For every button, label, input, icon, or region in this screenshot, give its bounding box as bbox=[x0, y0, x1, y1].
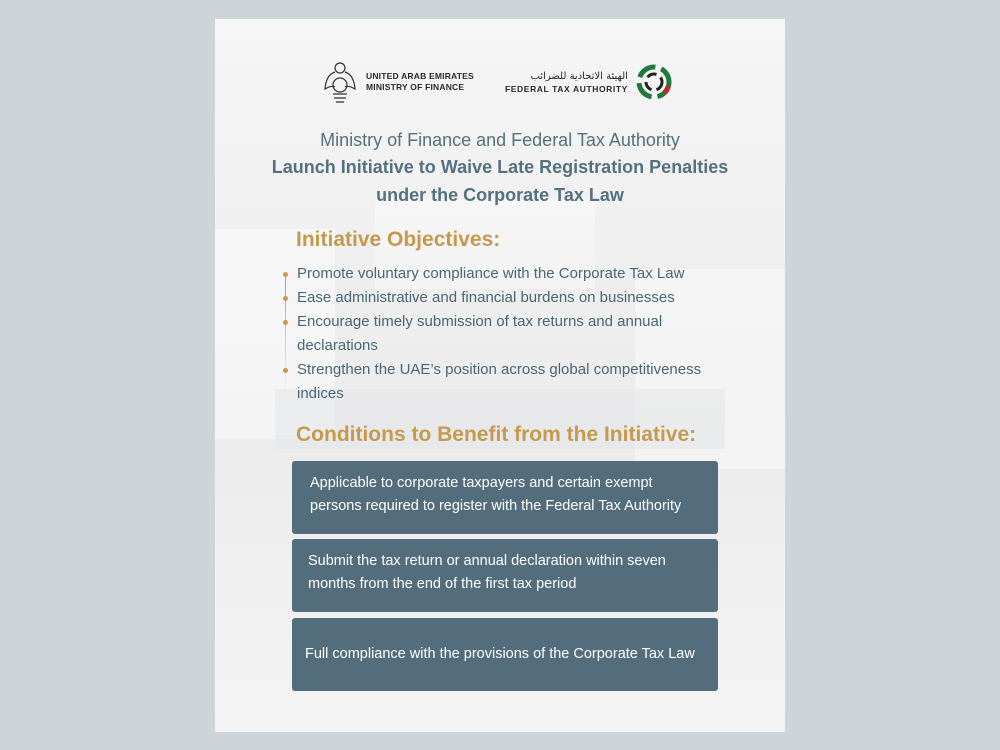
objective-item: Promote voluntary compliance with the Corporate Tax Law bbox=[283, 262, 733, 286]
federal-tax-authority-logo bbox=[505, 62, 674, 102]
title-line-2: Launch Initiative to Waive Late Registration Penalties bbox=[271, 157, 729, 177]
fta-english-name: FEDERAL TAX AUTHORITY bbox=[505, 84, 628, 94]
objective-item: Encourage timely submission of tax returns and annual declarations bbox=[283, 310, 733, 358]
condition-card: Applicable to corporate taxpayers and certain exempt persons required to register with the Federal Tax Authority bbox=[292, 461, 718, 534]
announcement-title bbox=[215, 127, 785, 209]
objective-item: Strengthen the UAE’s position across global competitiveness indices bbox=[283, 358, 733, 406]
fta-emblem-icon bbox=[634, 62, 674, 102]
falcon-emblem-icon bbox=[322, 59, 358, 105]
uae-name: UNITED ARAB EMIRATES bbox=[366, 71, 474, 81]
ministry-of-finance-logo bbox=[322, 59, 474, 105]
fta-arabic-name: الهيئة الاتحادية للضرائب bbox=[530, 71, 628, 82]
title-line-1: Ministry of Finance and Federal Tax Authority bbox=[320, 130, 680, 150]
objectives-list bbox=[283, 262, 733, 406]
condition-card: Submit the tax return or annual declaration within seven months from the end of the first tax period bbox=[292, 539, 718, 612]
objective-item: Ease administrative and financial burdens on businesses bbox=[283, 286, 733, 310]
ministry-name: MINISTRY OF FINANCE bbox=[366, 82, 465, 92]
logo-bar bbox=[215, 59, 785, 109]
conditions-heading: Conditions to Benefit from the Initiative: bbox=[296, 423, 697, 446]
poster bbox=[215, 19, 785, 732]
objectives-heading: Initiative Objectives: bbox=[296, 228, 501, 251]
title-line-3: under the Corporate Tax Law bbox=[376, 185, 624, 205]
condition-card: Full compliance with the provisions of the Corporate Tax Law bbox=[292, 618, 718, 691]
